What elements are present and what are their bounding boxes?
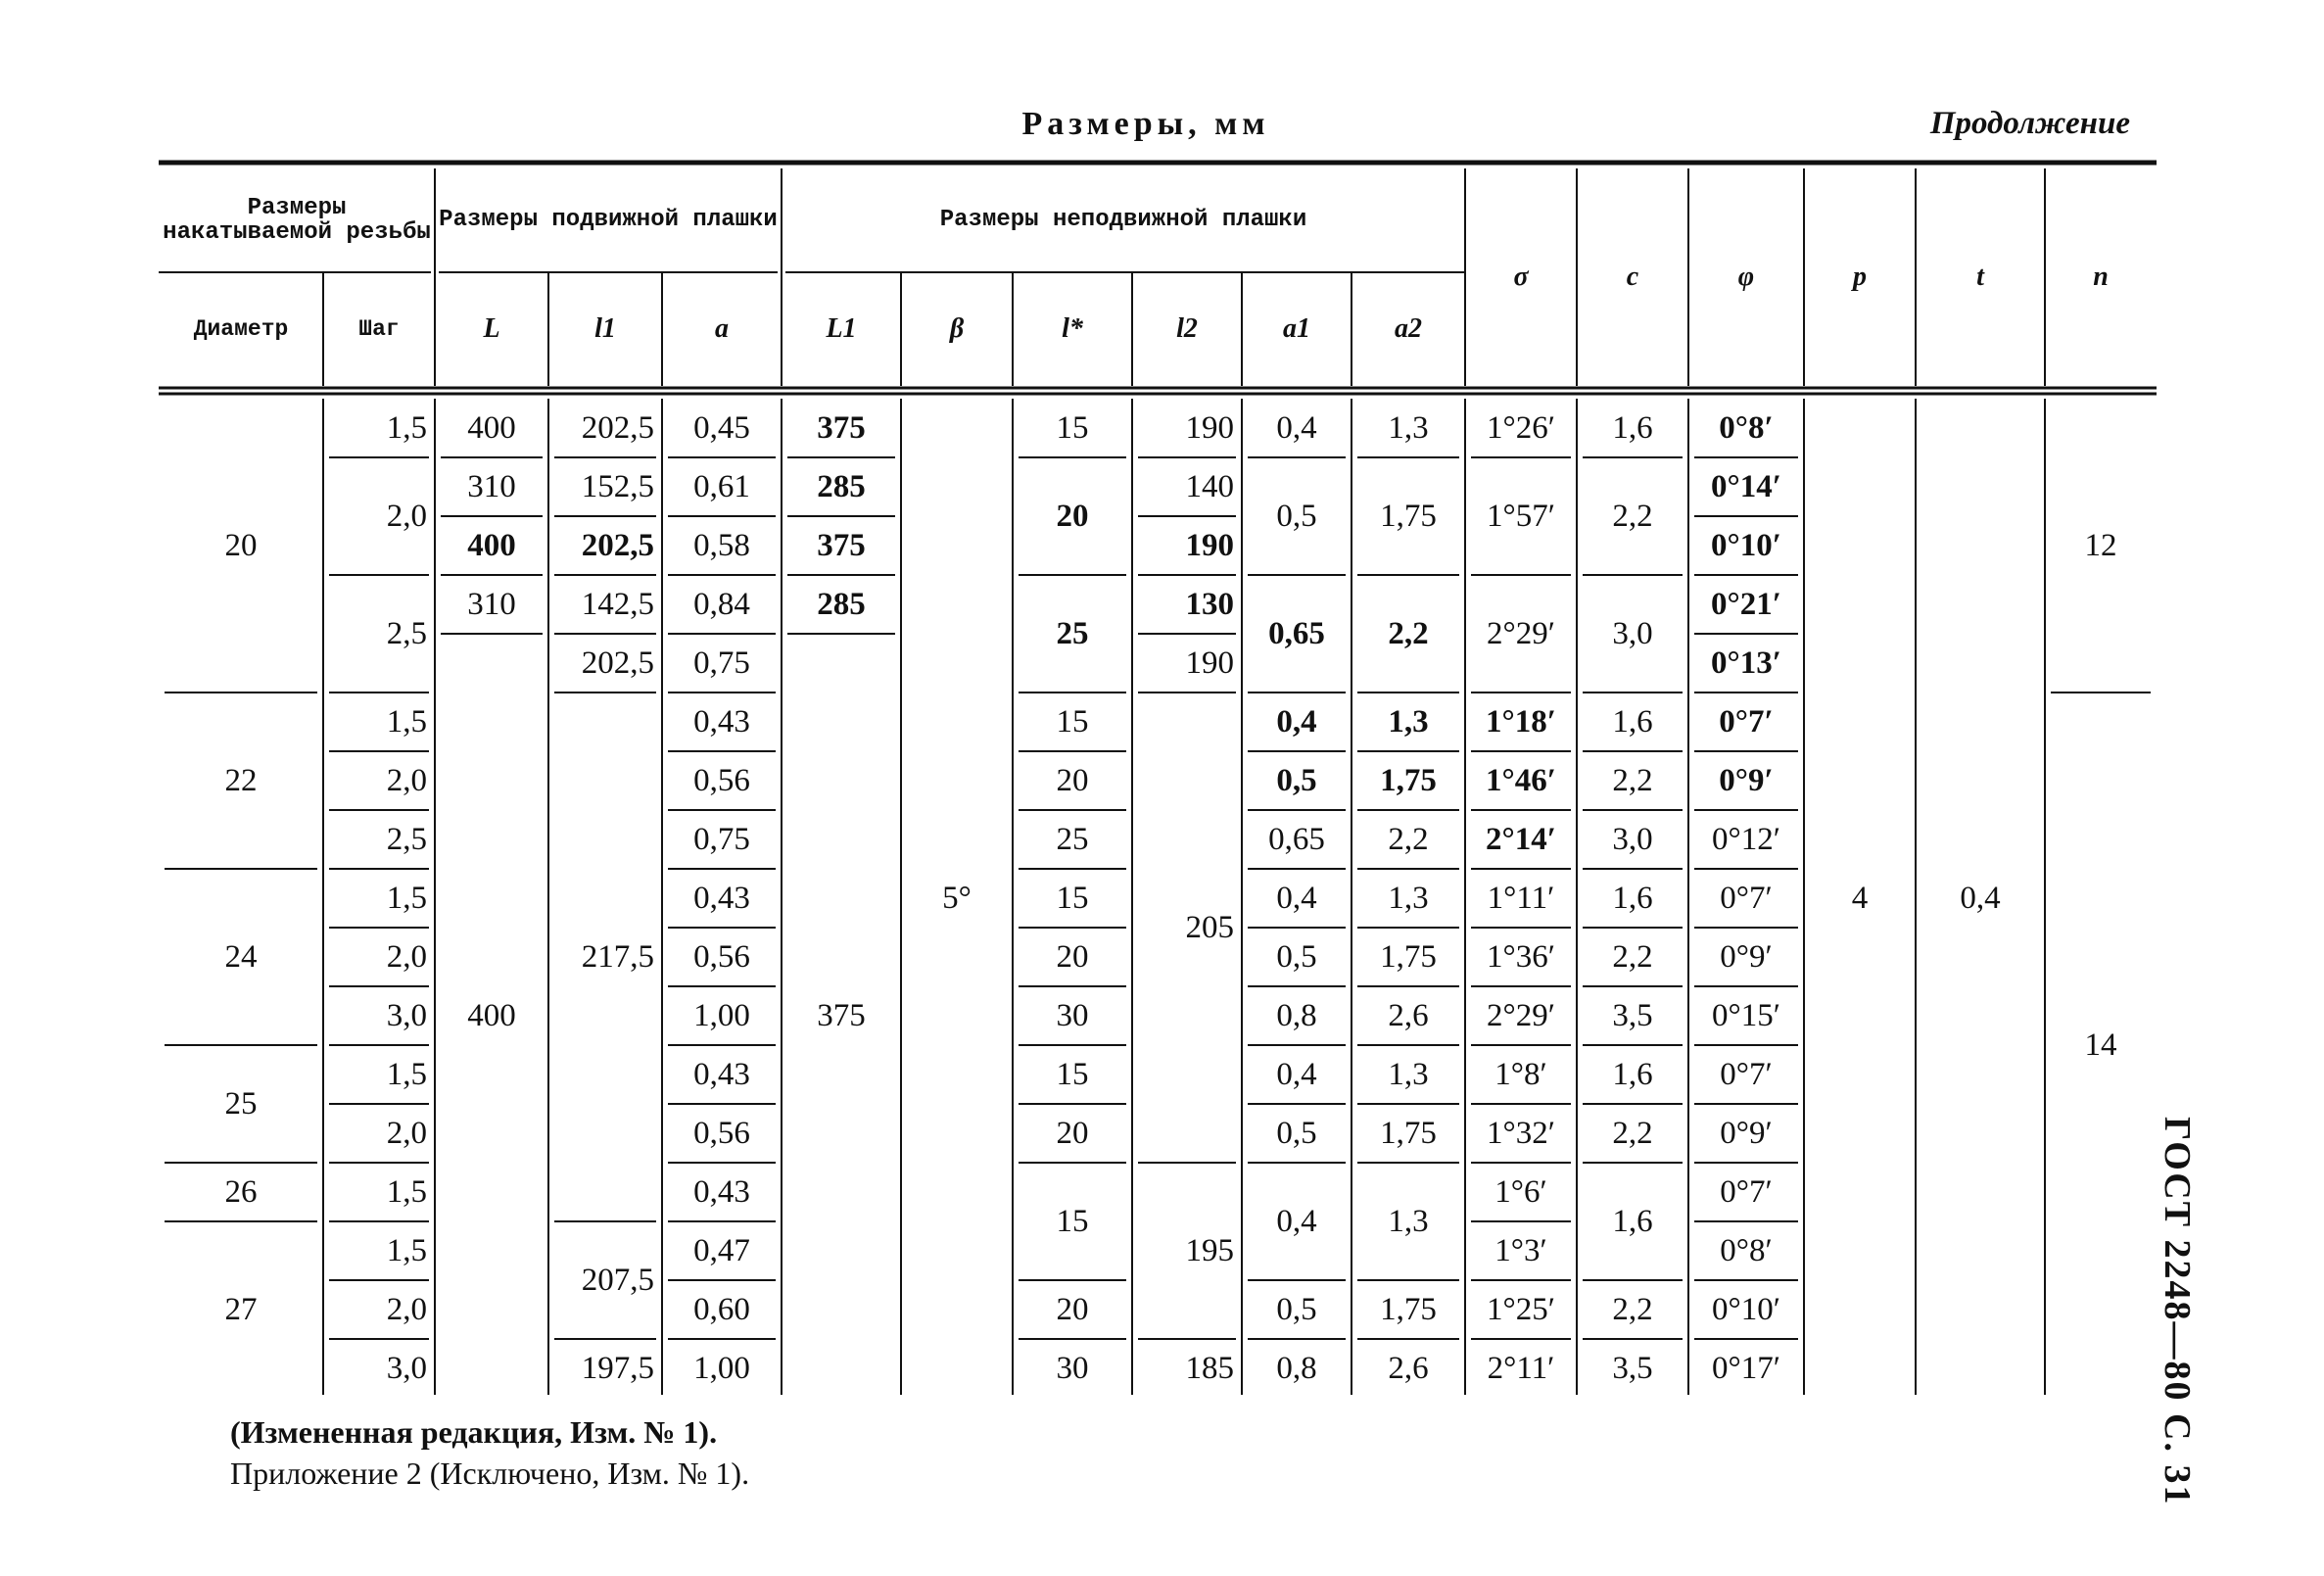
cell-a1: 0,65 (1268, 615, 1325, 651)
cell-L1: 285 (817, 468, 866, 504)
cell-a2: 1,3 (1388, 409, 1429, 446)
cell-l-star: 30 (1056, 1350, 1089, 1386)
cell-a1: 0,4 (1276, 880, 1317, 916)
cell-phi: 0°9′ (1720, 1115, 1773, 1151)
column-header-l2: l2 (1176, 313, 1198, 344)
cell-sigma: 1°57′ (1487, 498, 1555, 534)
cell-a: 0,75 (693, 821, 750, 857)
cell-pitch: 2,0 (386, 938, 427, 975)
cell-a: 0,43 (693, 703, 750, 740)
cell-c: 1,6 (1612, 703, 1653, 740)
cell-pitch: 1,5 (386, 880, 427, 916)
column-header-phi: φ (1737, 262, 1755, 292)
cell-c: 2,2 (1612, 1291, 1653, 1327)
cell-a: 0,45 (693, 409, 750, 446)
cell-a2: 2,2 (1388, 821, 1429, 857)
cell-a: 0,61 (693, 468, 750, 504)
cell-sigma: 1°6′ (1494, 1173, 1547, 1210)
cell-l-star: 20 (1056, 498, 1089, 534)
cell-phi: 0°7′ (1720, 1173, 1773, 1210)
column-header-L1: L1 (826, 313, 857, 344)
column-header-t: t (1976, 262, 1984, 292)
cell-a1: 0,4 (1276, 1056, 1317, 1092)
cell-n: 14 (2084, 1027, 2117, 1063)
cell-phi: 0°8′ (1720, 1232, 1773, 1268)
cell-sigma: 1°36′ (1487, 938, 1555, 975)
cell-a1: 0,5 (1276, 498, 1317, 534)
cell-phi: 0°7′ (1719, 703, 1774, 740)
column-header-pitch: Шаг (358, 315, 400, 342)
column-header-sigma: σ (1513, 262, 1529, 292)
cell-beta: 5° (942, 880, 972, 916)
cell-l2: 195 (1185, 1232, 1234, 1268)
cell-pitch: 1,5 (386, 409, 427, 446)
cell-c: 3,0 (1612, 615, 1653, 651)
group-header-fixed-die: Размеры неподвижной плашки (939, 207, 1307, 234)
column-header-l-star: l* (1062, 313, 1083, 344)
footnote-amendment: (Измененная редакция, Изм. № 1). (230, 1414, 718, 1450)
cell-l1: 202,5 (581, 527, 654, 563)
cell-L1: 285 (817, 586, 866, 622)
cell-phi: 0°15′ (1712, 997, 1780, 1033)
cell-a2: 1,3 (1388, 880, 1429, 916)
cell-pitch: 1,5 (386, 1056, 427, 1092)
cell-a: 0,56 (693, 938, 750, 975)
column-header-n: n (2093, 262, 2109, 292)
cell-L: 310 (467, 586, 516, 622)
cell-sigma: 2°29′ (1487, 615, 1555, 651)
cell-l-star: 15 (1056, 1056, 1089, 1092)
footnote-appendix: Приложение 2 (Исключено, Изм. № 1). (230, 1456, 750, 1491)
cell-diameter: 20 (224, 527, 258, 563)
cell-a: 0,75 (693, 645, 750, 681)
cell-a: 0,47 (693, 1232, 750, 1268)
cell-a1: 0,65 (1268, 821, 1325, 857)
cell-a2: 1,75 (1380, 938, 1437, 975)
cell-l1: 152,5 (581, 468, 654, 504)
cell-sigma: 2°11′ (1487, 1350, 1555, 1386)
cell-l2: 130 (1185, 586, 1234, 622)
column-header-l1: l1 (594, 313, 616, 344)
cell-c: 3,0 (1612, 821, 1653, 857)
standard-page-label: ГОСТ 2248—80 С. 31 (2157, 1117, 2198, 1506)
cell-sigma: 1°26′ (1487, 409, 1555, 446)
cell-l1: 142,5 (581, 586, 654, 622)
cell-pitch: 3,0 (386, 997, 427, 1033)
cell-l-star: 15 (1056, 703, 1089, 740)
cell-l-star: 25 (1056, 821, 1089, 857)
cell-l1: 207,5 (581, 1262, 654, 1298)
cell-a2: 1,3 (1388, 703, 1429, 740)
cell-pitch: 1,5 (386, 1232, 427, 1268)
cell-L1: 375 (817, 527, 866, 563)
cell-pitch: 2,0 (386, 762, 427, 798)
cell-a1: 0,8 (1276, 1350, 1317, 1386)
cell-phi: 0°10′ (1712, 1291, 1780, 1327)
cell-L1: 375 (817, 409, 866, 446)
cell-sigma: 1°32′ (1487, 1115, 1555, 1151)
dimensions-table (159, 159, 2157, 1395)
cell-L1: 375 (817, 997, 866, 1033)
cell-diameter: 25 (224, 1085, 258, 1122)
cell-l1: 202,5 (581, 409, 654, 446)
cell-l1: 217,5 (581, 938, 654, 975)
cell-l2: 140 (1185, 468, 1234, 504)
cell-a: 0,56 (693, 762, 750, 798)
cell-phi: 0°17′ (1712, 1350, 1780, 1386)
cell-c: 1,6 (1612, 409, 1653, 446)
cell-a2: 1,3 (1388, 1203, 1429, 1239)
continuation-label: Продолжение (1929, 106, 2130, 141)
cell-a: 1,00 (693, 1350, 750, 1386)
column-header-beta: β (949, 313, 965, 344)
cell-a2: 2,6 (1388, 1350, 1429, 1386)
cell-a1: 0,4 (1276, 1203, 1317, 1239)
cell-n: 12 (2084, 527, 2117, 563)
cell-sigma: 1°8′ (1494, 1056, 1547, 1092)
cell-a1: 0,5 (1276, 1291, 1317, 1327)
cell-sigma: 1°46′ (1486, 762, 1556, 798)
cell-l-star: 20 (1056, 938, 1089, 975)
cell-sigma: 1°3′ (1494, 1232, 1547, 1268)
cell-l1: 197,5 (581, 1350, 654, 1386)
cell-pitch: 2,5 (386, 615, 427, 651)
cell-c: 1,6 (1612, 880, 1653, 916)
cell-phi: 0°8′ (1719, 409, 1774, 446)
column-header-a: a (715, 313, 729, 344)
cell-c: 2,2 (1612, 762, 1653, 798)
column-header-a1: a1 (1283, 313, 1310, 344)
cell-sigma: 2°14′ (1486, 821, 1556, 857)
cell-a1: 0,5 (1276, 938, 1317, 975)
column-header-c: c (1626, 262, 1639, 292)
cell-L: 310 (467, 468, 516, 504)
cell-a: 0,43 (693, 1173, 750, 1210)
cell-a: 0,60 (693, 1291, 750, 1327)
cell-a: 0,58 (693, 527, 750, 563)
cell-l-star: 30 (1056, 997, 1089, 1033)
cell-a1: 0,5 (1276, 762, 1317, 798)
cell-l-star: 15 (1056, 880, 1089, 916)
page-title: Размеры, мм (1021, 106, 1270, 142)
cell-c: 3,5 (1612, 997, 1653, 1033)
cell-a1: 0,5 (1276, 1115, 1317, 1151)
cell-pitch: 2,0 (386, 1115, 427, 1151)
cell-L: 400 (467, 409, 516, 446)
cell-phi: 0°7′ (1720, 880, 1773, 916)
cell-l1: 202,5 (581, 645, 654, 681)
cell-a: 1,00 (693, 997, 750, 1033)
cell-a2: 1,75 (1380, 498, 1437, 534)
cell-c: 3,5 (1612, 1350, 1653, 1386)
cell-phi: 0°9′ (1719, 762, 1774, 798)
cell-diameter: 27 (224, 1291, 258, 1327)
cell-phi: 0°21′ (1711, 586, 1781, 622)
cell-a1: 0,4 (1276, 703, 1317, 740)
cell-phi: 0°13′ (1711, 645, 1781, 681)
cell-sigma: 1°18′ (1486, 703, 1556, 740)
cell-a: 0,43 (693, 1056, 750, 1092)
cell-phi: 0°10′ (1711, 527, 1781, 563)
cell-l-star: 20 (1056, 1115, 1089, 1151)
cell-phi: 0°7′ (1720, 1056, 1773, 1092)
cell-c: 2,2 (1612, 498, 1653, 534)
cell-L: 400 (467, 527, 516, 563)
cell-a2: 2,2 (1388, 615, 1429, 651)
column-header-diameter: Диаметр (193, 315, 289, 342)
cell-pitch: 1,5 (386, 703, 427, 740)
cell-c: 1,6 (1612, 1203, 1653, 1239)
cell-a: 0,56 (693, 1115, 750, 1151)
column-header-L: L (483, 313, 500, 344)
cell-a1: 0,4 (1276, 409, 1317, 446)
cell-c: 2,2 (1612, 1115, 1653, 1151)
cell-pitch: 1,5 (386, 1173, 427, 1210)
cell-a2: 1,75 (1380, 762, 1437, 798)
cell-phi: 0°9′ (1720, 938, 1773, 975)
group-header-movable-die: Размеры подвижной плашки (439, 207, 778, 234)
column-header-p: p (1853, 262, 1867, 292)
cell-t: 0,4 (1960, 880, 2001, 916)
cell-l-star: 20 (1056, 762, 1089, 798)
cell-diameter: 24 (224, 938, 258, 975)
cell-a2: 1,3 (1388, 1056, 1429, 1092)
cell-pitch: 2,0 (386, 1291, 427, 1327)
cell-p: 4 (1851, 880, 1869, 916)
cell-a: 0,84 (693, 586, 750, 622)
cell-a: 0,43 (693, 880, 750, 916)
cell-phi: 0°14′ (1711, 468, 1781, 504)
cell-a1: 0,8 (1276, 997, 1317, 1033)
cell-c: 1,6 (1612, 1056, 1653, 1092)
cell-a2: 1,75 (1380, 1291, 1437, 1327)
cell-l2: 185 (1185, 1350, 1234, 1386)
cell-l-star: 20 (1056, 1291, 1089, 1327)
cell-a2: 1,75 (1380, 1115, 1437, 1151)
cell-pitch: 3,0 (386, 1350, 427, 1386)
cell-l2: 190 (1185, 645, 1234, 681)
cell-diameter: 26 (224, 1173, 258, 1210)
cell-phi: 0°12′ (1712, 821, 1780, 857)
cell-L: 400 (467, 997, 516, 1033)
group-header-thread: Размеры накатываемой резьбы (163, 194, 431, 246)
cell-c: 2,2 (1612, 938, 1653, 975)
cell-diameter: 22 (224, 762, 258, 798)
cell-l2: 205 (1185, 909, 1234, 945)
cell-a2: 2,6 (1388, 997, 1429, 1033)
column-header-a2: a2 (1395, 313, 1422, 344)
cell-pitch: 2,0 (386, 498, 427, 534)
cell-l-star: 15 (1056, 1203, 1089, 1239)
cell-pitch: 2,5 (386, 821, 427, 857)
cell-l2: 190 (1185, 527, 1234, 563)
cell-sigma: 1°11′ (1487, 880, 1555, 916)
cell-l2: 190 (1185, 409, 1234, 446)
cell-l-star: 25 (1056, 615, 1089, 651)
cell-l-star: 15 (1056, 409, 1089, 446)
cell-sigma: 1°25′ (1487, 1291, 1555, 1327)
cell-sigma: 2°29′ (1487, 997, 1555, 1033)
